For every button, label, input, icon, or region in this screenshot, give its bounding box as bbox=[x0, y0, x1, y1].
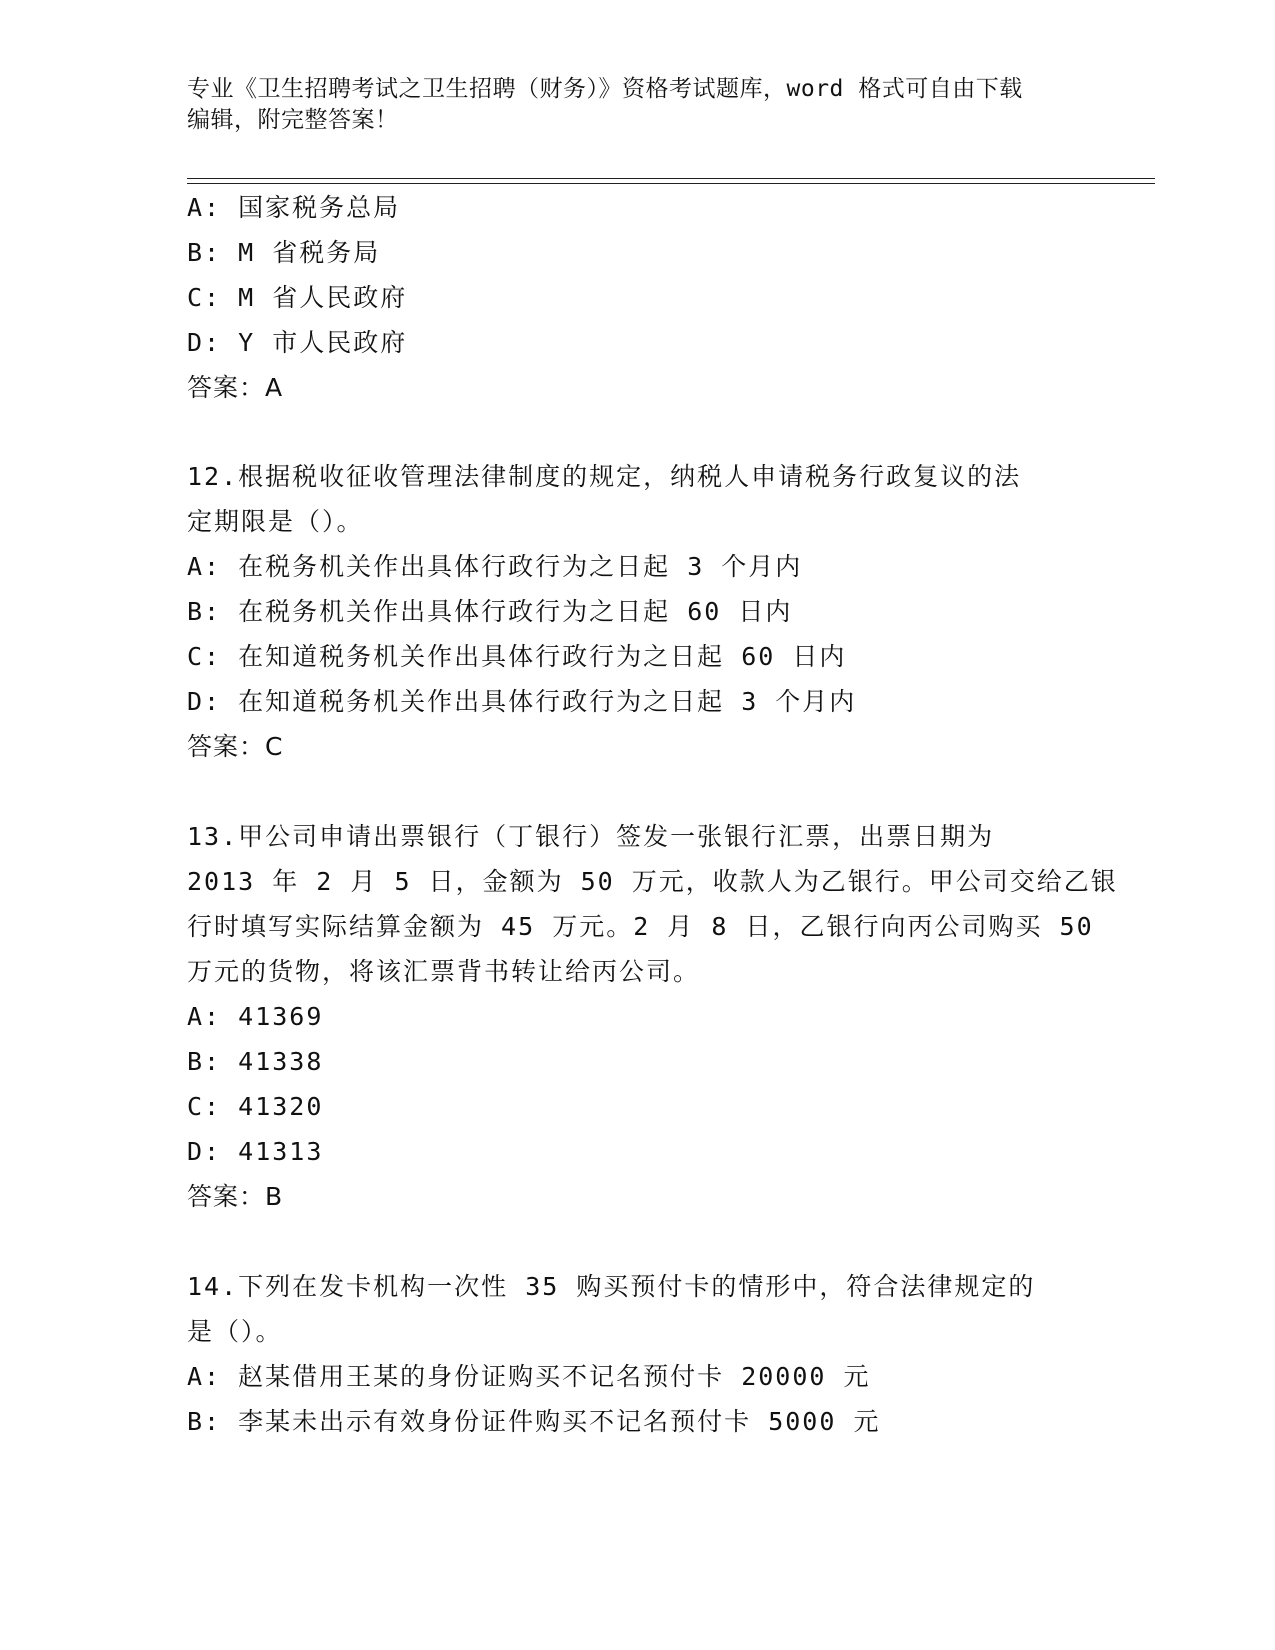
q12-option-b: B: 在税务机关作出具体行政行为之日起 60 日内 bbox=[187, 597, 793, 626]
header-line-2: 编辑，附完整答案！ bbox=[187, 107, 399, 133]
header-divider-top bbox=[187, 178, 1155, 179]
q12-option-a: A: 在税务机关作出具体行政行为之日起 3 个月内 bbox=[187, 552, 803, 581]
q12-stem-line-2: 定期限是（）。 bbox=[187, 507, 364, 536]
q14-option-b: B: 李某未出示有效身份证件购买不记名预付卡 5000 元 bbox=[187, 1407, 881, 1436]
q13-stem-line-2: 2013 年 2 月 5 日，金额为 50 万元，收款人为乙银行。甲公司交给乙银 bbox=[187, 867, 1118, 896]
q13-answer: 答案：B bbox=[187, 1182, 284, 1211]
q12-stem-line-1: 12.根据税收征收管理法律制度的规定，纳税人申请税务行政复议的法 bbox=[187, 462, 1022, 491]
q14-stem-line-1: 14.下列在发卡机构一次性 35 购买预付卡的情形中，符合法律规定的 bbox=[187, 1272, 1036, 1301]
q13-stem-line-4: 万元的货物，将该汇票背书转让给丙公司。 bbox=[187, 957, 701, 986]
document-header bbox=[187, 74, 1087, 136]
q13-stem-line-3: 行时填写实际结算金额为 45 万元。2 月 8 日，乙银行向丙公司购买 50 bbox=[187, 912, 1094, 941]
q11-option-d: D: Y 市人民政府 bbox=[187, 328, 408, 357]
q11-option-b: B: M 省税务局 bbox=[187, 238, 381, 267]
q11-option-a: A: 国家税务总局 bbox=[187, 193, 401, 222]
q14-stem-line-2: 是（）。 bbox=[187, 1317, 283, 1346]
q12-answer: 答案：C bbox=[187, 732, 284, 761]
q12-option-d: D: 在知道税务机关作出具体行政行为之日起 3 个月内 bbox=[187, 687, 857, 716]
header-divider-bottom bbox=[187, 183, 1155, 184]
q13-option-c: C: 41320 bbox=[187, 1092, 324, 1121]
q13-stem-line-1: 13.甲公司申请出票银行（丁银行）签发一张银行汇票，出票日期为 bbox=[187, 822, 995, 851]
header-line-1: 专业《卫生招聘考试之卫生招聘（财务）》资格考试题库，word 格式可自由下载 bbox=[187, 76, 1023, 102]
q11-answer: 答案：A bbox=[187, 373, 284, 402]
q11-option-c: C: M 省人民政府 bbox=[187, 283, 408, 312]
q13-option-b: B: 41338 bbox=[187, 1047, 324, 1076]
q14-option-a: A: 赵某借用王某的身份证购买不记名预付卡 20000 元 bbox=[187, 1362, 871, 1391]
q12-option-c: C: 在知道税务机关作出具体行政行为之日起 60 日内 bbox=[187, 642, 847, 671]
q13-option-a: A: 41369 bbox=[187, 1002, 324, 1031]
q13-option-d: D: 41313 bbox=[187, 1137, 324, 1166]
